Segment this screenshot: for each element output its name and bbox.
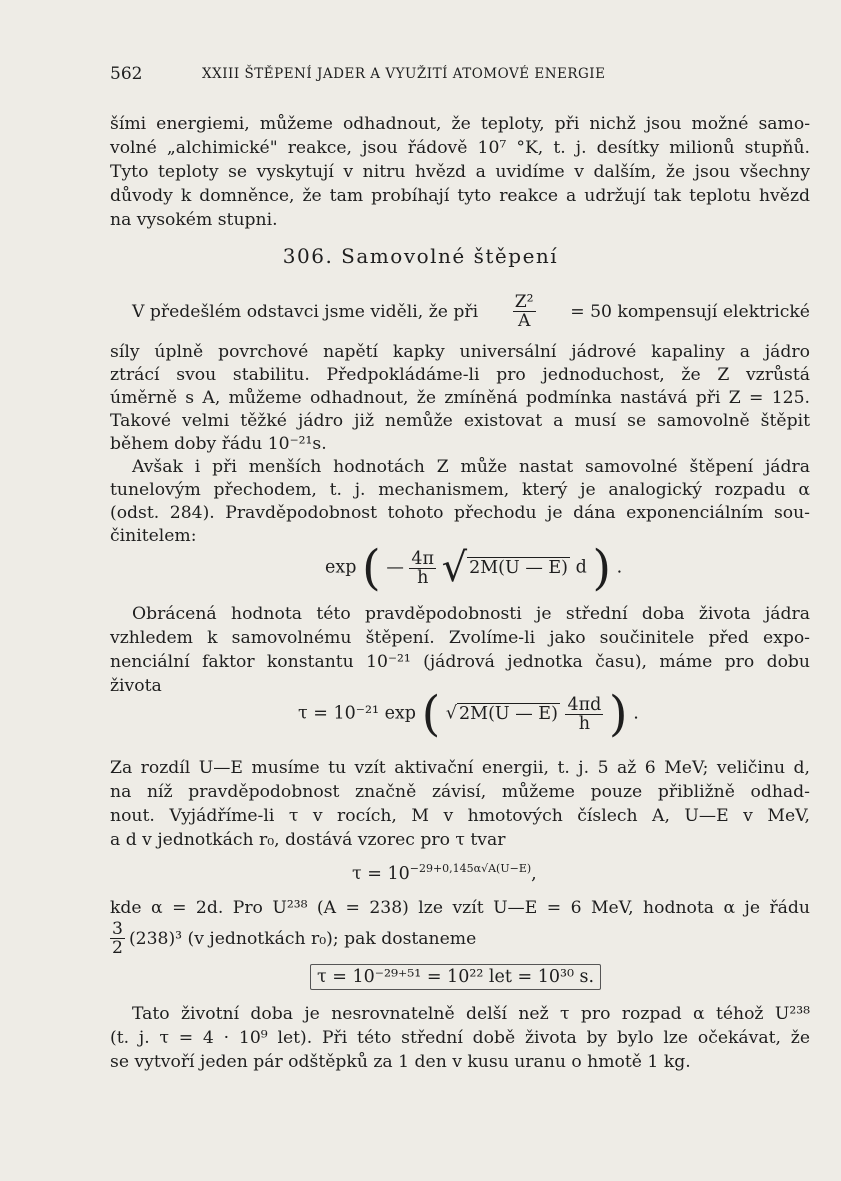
text-line: ztrácí svou stabilitu. Předpokládáme-li pro jednoduchost, že Z vzrůstá xyxy=(110,365,810,385)
text-line: během doby řádu 10⁻²¹s. xyxy=(110,434,327,454)
text-line: důvody k domněnce, že tam probíhají tyto reakce a udržují tak teplotu hvězd xyxy=(110,186,810,206)
text-line: (t. j. τ = 4 · 10⁹ let). Při této střední době života by bylo lze očekávat, že xyxy=(110,1028,810,1048)
fraction-numerator: 4π xyxy=(411,548,435,569)
text-line: šími energiemi, můžeme odhadnout, že teploty, při nichž jsou možné samo- xyxy=(110,114,810,134)
text-line: nout. Vyjádříme-li τ v rocích, M v hmotových číslech A, U—E v MeV, xyxy=(110,806,810,826)
formula-end: . xyxy=(633,703,639,724)
fraction-denominator: h xyxy=(578,713,591,734)
formula-minus: — xyxy=(386,557,404,578)
text-line: síly úplně povrchové napětí kapky universální jádrové kapaliny a jádro xyxy=(110,342,810,362)
fraction-denominator: 2 xyxy=(112,938,123,958)
fraction-numerator: 4πd xyxy=(567,694,602,715)
text-line: kde α = 2d. Pro U²³⁸ (A = 238) lze vzít U—E = 6 MeV, hodnota α je řádu xyxy=(110,898,810,918)
text-fragment: V předešlém odstavci jsme viděli, že při xyxy=(132,301,479,322)
formula-tau-exponent xyxy=(352,858,537,885)
text-line: volné „alchimické" reakce, jsou řádově 10⁷ °K, t. j. desítky milionů stupňů. xyxy=(110,138,810,158)
text-line: Za rozdíl U—E musíme tu vzít aktivační energii, t. j. 5 až 6 MeV; veličinu d, xyxy=(110,758,810,778)
text-line: Tato životní doba je nesrovnatelně delší než τ pro rozpad α téhož U²³⁸ xyxy=(132,1004,810,1024)
formula-lifetime xyxy=(298,686,639,742)
formula-lhs: τ = 10 xyxy=(352,863,410,884)
fraction-denominator: A xyxy=(517,311,531,331)
formula-lhs: τ = 10⁻²¹ exp xyxy=(298,703,416,724)
text-line: Obrácená hodnota této pravděpodobnosti je střední doba života jádra xyxy=(132,604,810,624)
radicand: 2M(U — E) xyxy=(469,557,568,578)
text-line: tunelovým přechodem, t. j. mechanismem, který je analogický rozpadu α xyxy=(110,480,810,500)
section-title: 306. Samovolné štěpení xyxy=(282,244,559,268)
formula-exp-factor xyxy=(325,540,623,596)
formula-result xyxy=(310,966,601,988)
fraction-z2-over-a xyxy=(513,293,536,330)
radical-sign: √ xyxy=(445,703,458,724)
text-line: činitelem: xyxy=(110,526,197,546)
text-line-with-fraction xyxy=(110,920,476,957)
text-line-with-fraction xyxy=(132,293,810,330)
text-line: Takové velmi těžké jádro již nemůže existovat a musí se samovolně štěpit xyxy=(110,411,810,431)
formula-paren-left: ( xyxy=(421,686,441,742)
formula-fraction xyxy=(565,696,603,733)
text-line: a d v jednotkách r₀, dostává vzorec pro τ tvar xyxy=(110,830,506,850)
text-line: úměrně s A, můžeme odhadnout, že zmíněná podmínka nastává při Z = 125. xyxy=(110,388,810,408)
fraction-three-halves xyxy=(110,920,125,957)
text-line: vzhledem k samovolnému štěpení. Zvolíme-li jako součinitele před expo- xyxy=(110,628,810,648)
radical-sign: √ xyxy=(441,545,468,591)
text-line: Tyto teploty se vyskytují v nitru hvězd a uvidíme v dalším, že jsou všechny xyxy=(110,162,810,182)
formula-exponent: −29+0,145α√A(U−E) xyxy=(409,862,532,875)
text-line: se vytvoří jeden pár odštěpků za 1 den v kusu uranu o hmotě 1 kg. xyxy=(110,1052,691,1072)
text-line: nenciální faktor konstantu 10⁻²¹ (jádrová jednotka času), máme pro dobu xyxy=(110,652,810,672)
text-line: Avšak i při menších hodnotách Z může nastat samovolné štěpení jádra xyxy=(132,457,810,477)
text-line: na níž pravděpodobnost značně závisí, můžeme pouze přibližně odhad- xyxy=(110,782,810,802)
fraction-numerator: Z² xyxy=(514,292,534,312)
formula-end: . xyxy=(616,557,623,578)
text-line: na vysokém stupni. xyxy=(110,210,278,230)
formula-d: d xyxy=(575,557,587,578)
formula-paren-left: ( xyxy=(362,540,381,596)
fraction-denominator: h xyxy=(417,567,429,588)
text-fragment: (238)³ (v jednotkách r₀); pak dostaneme xyxy=(128,928,477,949)
fraction-numerator: 3 xyxy=(112,919,123,939)
formula-end: , xyxy=(531,863,537,884)
text-line: (odst. 284). Pravděpodobnost tohoto přechodu je dána exponenciálním sou- xyxy=(110,503,810,523)
text-line: života xyxy=(110,676,162,696)
formula-paren-right: ) xyxy=(608,686,628,742)
page-number: 562 xyxy=(110,64,143,84)
formula-exp: exp xyxy=(325,557,357,578)
formula-result-box: τ = 10⁻²⁹⁺⁵¹ = 10²² let = 10³⁰ s. xyxy=(310,964,601,990)
running-title: XXIII ŠTĚPENÍ JADER A VYUŽITÍ ATOMOVÉ ENERGIE xyxy=(202,66,606,82)
radicand: 2M(U — E) xyxy=(459,703,558,724)
formula-fraction xyxy=(409,550,436,587)
text-fragment: = 50 kompensují elektrické xyxy=(570,301,810,322)
formula-paren-right: ) xyxy=(592,540,612,596)
